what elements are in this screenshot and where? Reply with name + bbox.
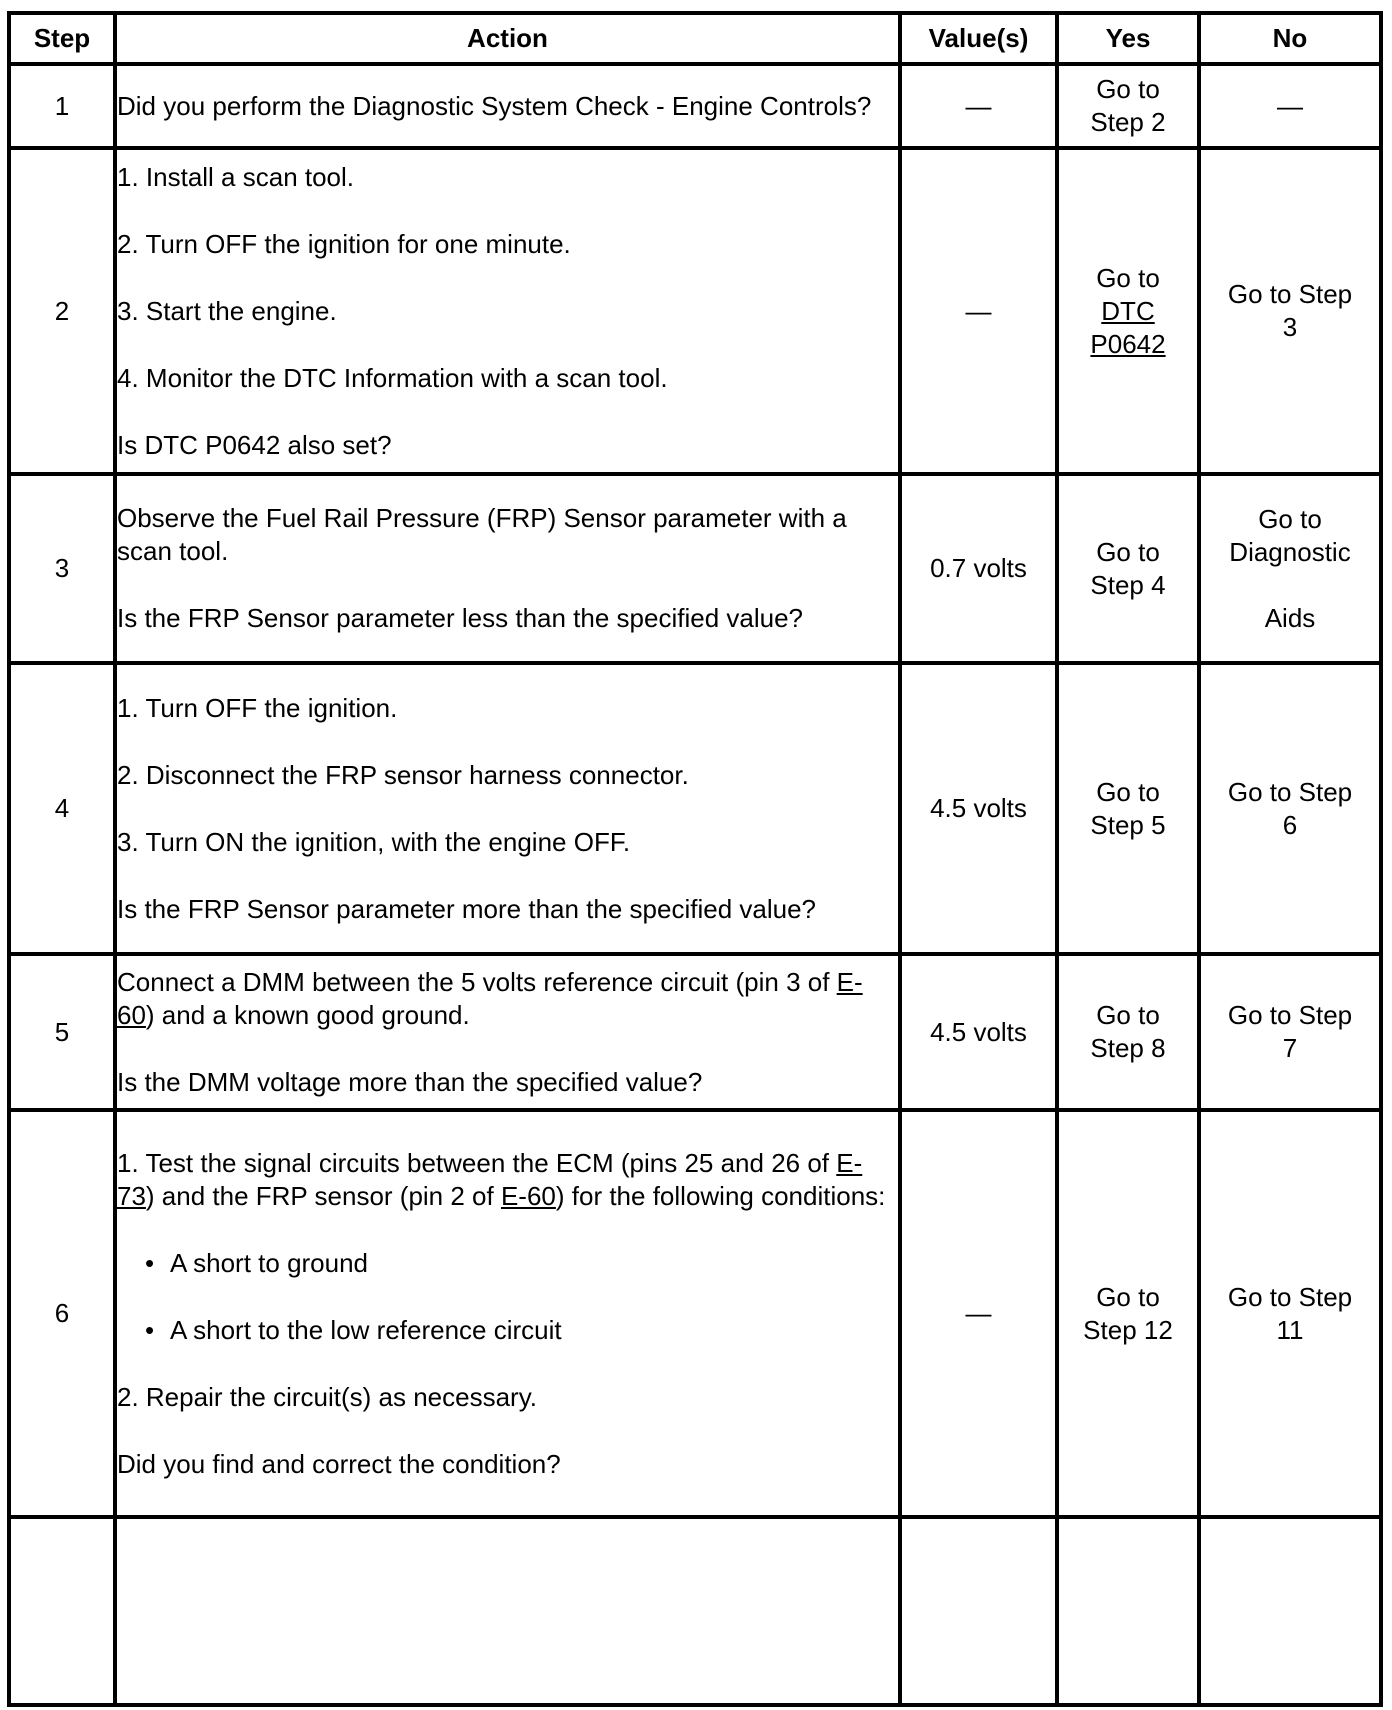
no-line: Go to Step (1227, 1281, 1353, 1312)
empty-cell (115, 1517, 900, 1705)
yes-line: Go to (1096, 262, 1160, 293)
no-cell[interactable] (1199, 474, 1381, 663)
value-cell: 4.5 volts (900, 954, 1057, 1110)
header-values: Value(s) (900, 13, 1057, 64)
action-substep (117, 1147, 898, 1213)
value-cell: — (900, 148, 1057, 474)
value-cell: 0.7 volts (900, 474, 1057, 663)
action-text: ) and a known good ground. (145, 999, 470, 1030)
empty-cell (1057, 1517, 1199, 1705)
action-question: Did you perform the Diagnostic System Check - Engine Controls? (117, 90, 872, 121)
action-text: ) and the FRP sensor (pin 2 of (145, 1180, 501, 1211)
step-number: 6 (9, 1110, 115, 1517)
table-row (9, 954, 1381, 1110)
connector-e60-link[interactable]: E-60 (117, 966, 863, 1030)
action-substep: 3. Turn ON the ignition, with the engine OFF. (117, 826, 631, 857)
header-step: Step (9, 13, 115, 64)
empty-cell (1199, 1517, 1381, 1705)
no-line: 7 (1282, 1033, 1298, 1063)
diagnostic-table (7, 11, 1383, 1707)
dtc-link-line[interactable]: P0642 (1090, 328, 1166, 359)
action-text: Connect a DMM between the 5 volts reference circuit (pin 3 of (117, 966, 837, 997)
yes-line: Go to (1096, 536, 1160, 567)
action-question: Is the DMM voltage more than the specified value? (117, 1066, 703, 1097)
action-question: Is the FRP Sensor parameter more than the specified value? (117, 893, 817, 924)
yes-line: Step 2 (1090, 107, 1166, 137)
header-no: No (1199, 13, 1381, 64)
action-substep: 1. Install a scan tool. (117, 161, 355, 192)
action-question: Did you find and correct the condition? (117, 1448, 561, 1479)
header-action: Action (115, 13, 900, 64)
action-substep (117, 966, 898, 1032)
spacer (1201, 569, 1379, 602)
yes-cell[interactable] (1057, 954, 1199, 1110)
action-substep: 2. Repair the circuit(s) as necessary. (117, 1381, 537, 1412)
no-line: Go to Step (1227, 776, 1353, 807)
action-cell (115, 954, 900, 1110)
action-question: Is the FRP Sensor parameter less than the specified value? (117, 603, 804, 633)
no-cell: — (1199, 64, 1381, 148)
action-substep: 3. Start the engine. (117, 295, 337, 326)
step-number: 3 (9, 474, 115, 663)
no-line: 11 (1276, 1314, 1304, 1345)
action-text: ) for the following conditions: (555, 1180, 886, 1211)
action-substep: 2. Turn OFF the ignition for one minute. (117, 228, 571, 259)
action-cell (115, 1110, 900, 1517)
table-row (9, 663, 1381, 954)
no-line: Diagnostic (1229, 536, 1351, 567)
no-line: 3 (1282, 312, 1298, 342)
yes-line: Step 8 (1090, 1033, 1166, 1063)
header-yes: Yes (1057, 13, 1199, 64)
yes-line: Step 5 (1090, 809, 1166, 840)
connector-e60-link[interactable]: E-60 (500, 1180, 556, 1211)
yes-line: Go to (1096, 1000, 1160, 1030)
table-row (9, 64, 1381, 148)
step-number: 1 (9, 64, 115, 148)
no-line: Go to (1258, 503, 1322, 534)
no-line: Go to Step (1227, 1000, 1353, 1030)
value-cell: 4.5 volts (900, 663, 1057, 954)
step-number: 2 (9, 148, 115, 474)
empty-cell (9, 1517, 115, 1705)
step-number: 5 (9, 954, 115, 1110)
empty-row (9, 1517, 1381, 1705)
action-cell (115, 64, 900, 148)
header-row (9, 13, 1381, 64)
yes-cell[interactable] (1057, 474, 1199, 663)
condition-list (117, 1247, 898, 1347)
list-item: • A short to the low reference circuit (145, 1314, 898, 1347)
action-text: 1. Test the signal circuits between the ECM (pins 25 and 26 of (117, 1147, 837, 1178)
yes-line: Go to (1096, 74, 1160, 104)
table-row (9, 1110, 1381, 1517)
value-cell: — (900, 1110, 1057, 1517)
no-cell[interactable] (1199, 663, 1381, 954)
table-row (9, 148, 1381, 474)
no-cell[interactable] (1199, 148, 1381, 474)
yes-line: Step 4 (1090, 569, 1166, 600)
action-substep: 2. Disconnect the FRP sensor harness connector. (117, 759, 689, 790)
action-substep: 1. Turn OFF the ignition. (117, 692, 398, 723)
no-line: 6 (1282, 809, 1298, 840)
action-substep: Observe the Fuel Rail Pressure (FRP) Sensor parameter with a scan tool. (117, 503, 847, 566)
action-cell (115, 474, 900, 663)
dtc-p0642-link[interactable] (1059, 295, 1197, 361)
action-question: Is DTC P0642 also set? (117, 429, 392, 460)
list-item: • A short to ground (145, 1247, 898, 1280)
no-line: Aids (1264, 602, 1316, 633)
action-cell (115, 148, 900, 474)
no-cell[interactable] (1199, 1110, 1381, 1517)
yes-cell[interactable] (1057, 1110, 1199, 1517)
value-cell: — (900, 64, 1057, 148)
yes-cell[interactable] (1057, 148, 1199, 474)
yes-line: Go to (1096, 1281, 1160, 1312)
dtc-link-line[interactable]: DTC (1101, 295, 1155, 326)
yes-line: Step 12 (1083, 1314, 1173, 1345)
table-row (9, 474, 1381, 663)
no-cell[interactable] (1199, 954, 1381, 1110)
action-substep: 4. Monitor the DTC Information with a scan tool. (117, 362, 668, 393)
yes-line: Go to (1096, 776, 1160, 807)
connector-e73-link[interactable]: E-73 (117, 1147, 863, 1211)
step-number: 4 (9, 663, 115, 954)
empty-cell (900, 1517, 1057, 1705)
action-cell (115, 663, 900, 954)
yes-cell[interactable] (1057, 64, 1199, 148)
yes-cell[interactable] (1057, 663, 1199, 954)
no-line: Go to Step (1227, 279, 1353, 309)
